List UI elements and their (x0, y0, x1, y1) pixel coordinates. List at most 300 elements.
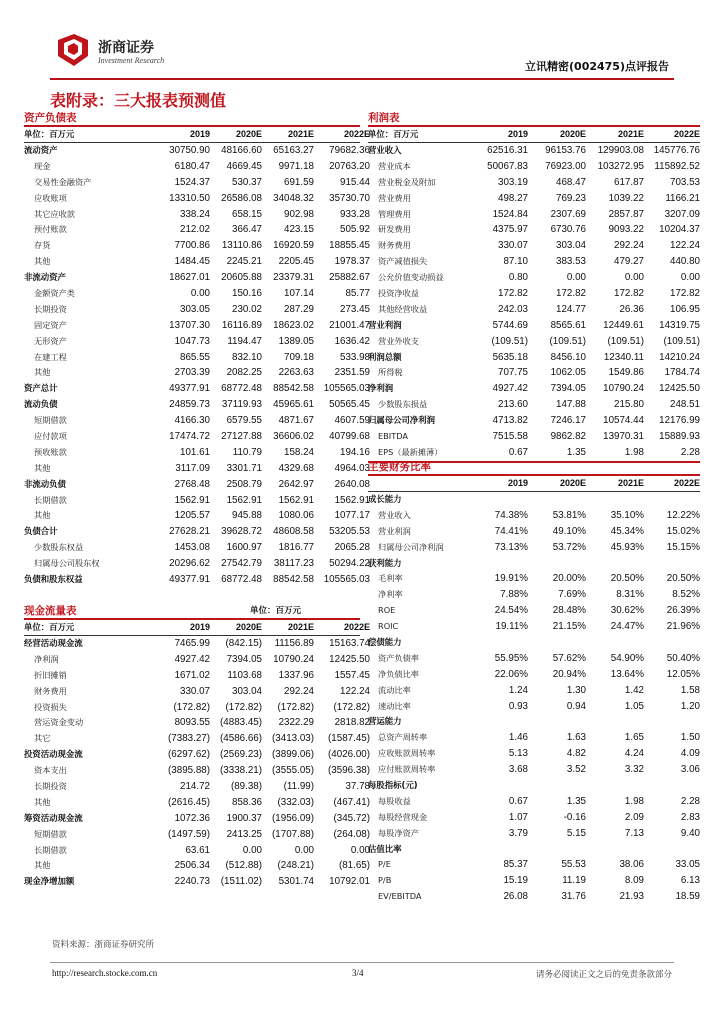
ratios-cell: 0.94 (566, 700, 586, 712)
balance-cell: 505.92 (340, 224, 370, 236)
ratios-row-label: 毛利率 (378, 573, 403, 584)
balance-cell: 1636.42 (334, 335, 370, 347)
ratios-row (368, 619, 700, 635)
ratios-cell: 15.02% (666, 525, 700, 537)
balance-row (24, 191, 370, 207)
ratios-row-label: 每股指标(元) (368, 780, 418, 791)
ratios-row (368, 524, 700, 540)
balance-cell: 23379.31 (273, 272, 314, 284)
balance-row-label: 交易性金融资产 (34, 176, 92, 187)
page-title: 表附录：三大报表预测值 (50, 91, 227, 110)
income-cell: 115892.52 (654, 160, 700, 172)
balance-cell: 4166.30 (174, 415, 210, 427)
cashflow-row (24, 747, 370, 763)
source-note: 资料来源：浙商证券研究所 (52, 940, 155, 950)
income-cell: 2.28 (680, 446, 700, 458)
balance-cell: 18855.45 (329, 240, 370, 252)
cashflow-cell: (172.82) (225, 701, 262, 713)
income-row-label: EPS（最新摊薄） (378, 446, 443, 457)
income-cell: 9862.82 (550, 431, 586, 443)
footer-url[interactable]: http://research.stocke.com.cn (52, 968, 158, 978)
cashflow-row (24, 843, 370, 859)
income-cell: 15889.93 (659, 431, 700, 443)
income-row (368, 143, 700, 159)
ratios-cell: 4.09 (680, 748, 700, 760)
ratios-cell (586, 714, 644, 730)
cashflow-cell: 1557.45 (334, 669, 370, 681)
income-cell: 13970.31 (603, 431, 644, 443)
income-cell: 1.35 (566, 446, 586, 458)
income-cell: 1062.05 (550, 367, 586, 379)
ratios-cell: 7.88% (500, 589, 528, 601)
ratios-row (368, 651, 700, 667)
ratios-row-label: 每股经营现金 (378, 811, 428, 822)
balance-col-header: 2022E (343, 129, 370, 139)
ratios-row-label: ROIC (378, 621, 399, 632)
cashflow-cell: (467.41) (333, 796, 370, 808)
income-row-label: 营业利润 (368, 319, 402, 330)
ratios-cell: 7.13 (624, 827, 644, 839)
ratios-cell (586, 842, 644, 858)
cashflow-cell: 37.78 (345, 781, 370, 793)
balance-row (24, 334, 370, 350)
cashflow-cell: 7465.99 (174, 638, 210, 649)
balance-row (24, 302, 370, 318)
ratios-cell: 1.24 (508, 684, 528, 696)
balance-cell: 1077.17 (334, 510, 370, 522)
balance-cell: 1484.45 (174, 256, 210, 268)
cashflow-cell: 10792.01 (329, 876, 370, 888)
page-number: 3/4 (352, 968, 364, 978)
balance-cell: 2768.48 (174, 478, 210, 490)
income-cell: 4927.42 (492, 383, 528, 395)
balance-cell: 4871.67 (278, 415, 314, 427)
balance-cell: 4607.59 (334, 415, 370, 427)
income-cell: (109.51) (491, 335, 528, 347)
balance-cell: 1562.91 (174, 494, 210, 506)
ratios-row-label: ROE (378, 605, 396, 616)
ratios-cell: 55.53 (561, 859, 586, 871)
ratios-row-label: 获利能力 (368, 557, 402, 568)
balance-cell: 2082.25 (226, 367, 262, 379)
ratios-cell: -0.16 (563, 811, 586, 823)
ratios-cell: 74.41% (494, 525, 528, 537)
income-cell: 129903.08 (597, 145, 644, 156)
ratios-row (368, 556, 700, 572)
ratios-row-label: 每股净资产 (378, 827, 419, 838)
ratios-cell (528, 842, 586, 858)
income-row (368, 381, 700, 397)
cashflow-row (24, 636, 370, 652)
income-cell: 10574.44 (603, 415, 644, 427)
balance-row (24, 524, 370, 540)
balance-cell: 105565.03 (323, 383, 370, 395)
balance-row-label: 预付账款 (34, 224, 67, 235)
cashflow-row (24, 668, 370, 684)
ratios-cell: 20.50% (610, 573, 644, 585)
income-cell: 0.00 (624, 272, 644, 284)
cashflow-cell: 1103.68 (227, 669, 262, 681)
balance-cell: 101.61 (180, 446, 210, 458)
cashflow-cell: 2240.73 (174, 876, 210, 888)
ratios-row (368, 635, 700, 651)
balance-cell: 49377.91 (169, 574, 210, 586)
cashflow-cell: (3899.06) (272, 749, 314, 761)
income-cell: 0.00 (566, 272, 586, 284)
balance-cell: 50565.45 (329, 399, 370, 411)
income-cell: 12340.11 (603, 351, 644, 363)
ratios-cell: 2.09 (624, 811, 644, 823)
ratios-cell: 0.67 (508, 795, 528, 807)
balance-row-label: 长期借款 (34, 494, 67, 505)
income-cell: 87.10 (503, 256, 528, 268)
balance-cell: 2263.63 (278, 367, 314, 379)
income-row (368, 413, 700, 429)
cashflow-row-label: 财务费用 (34, 685, 67, 696)
ratios-row (368, 699, 700, 715)
balance-cell: 4964.03 (334, 462, 370, 474)
income-cell: 468.47 (556, 176, 586, 188)
balance-row (24, 397, 370, 413)
balance-cell: 1562.91 (226, 494, 262, 506)
income-cell: 8565.61 (550, 319, 586, 331)
ratios-cell: 4.82 (566, 748, 586, 760)
cashflow-row (24, 795, 370, 811)
balance-row (24, 270, 370, 286)
ratios-header-row (368, 476, 700, 492)
balance-cell: 6579.55 (226, 415, 262, 427)
income-cell: 12449.61 (603, 319, 644, 331)
income-row (368, 365, 700, 381)
company-logo (54, 34, 92, 68)
cashflow-cell: 2322.29 (278, 717, 314, 729)
balance-cell: 26586.08 (221, 192, 262, 204)
balance-cell: 7700.86 (174, 240, 210, 252)
cashflow-row-label: 短期借款 (34, 828, 67, 839)
cashflow-cell: (842.15) (225, 638, 262, 649)
cashflow-cell: 2413.25 (226, 828, 262, 840)
balance-row (24, 381, 370, 397)
cashflow-row-label: 经营活动现金流 (24, 638, 83, 648)
balance-cell: 533.98 (340, 351, 370, 363)
ratios-cell: 45.93% (610, 541, 644, 553)
cashflow-row-label: 折旧摊销 (34, 669, 67, 680)
ratios-cell (644, 842, 700, 858)
cashflow-col-header: 2020E (235, 622, 262, 632)
ratios-row (368, 794, 700, 810)
ratios-row-label: 速动比率 (378, 700, 411, 711)
income-row-label: 少数股东损益 (378, 399, 428, 410)
balance-cell: 45965.61 (273, 399, 314, 411)
ratios-cell (644, 714, 700, 730)
ratios-cell: 1.50 (680, 732, 700, 744)
income-col-header: 2022E (673, 129, 700, 139)
cashflow-row-label: 长期借款 (34, 844, 67, 855)
ratios-cell: 53.81% (552, 509, 586, 521)
balance-cell: 13707.30 (169, 319, 210, 331)
ratios-row-label: 流动比率 (378, 684, 411, 695)
balance-row-label: 在建工程 (34, 351, 67, 362)
cashflow-row-label: 营运资金变动 (34, 717, 84, 728)
income-cell: 14210.24 (659, 351, 700, 363)
income-cell: 62516.31 (487, 145, 528, 156)
ratios-cell: 1.58 (680, 684, 700, 696)
cashflow-cell: (172.82) (333, 701, 370, 713)
cashflow-cell: (3338.21) (220, 765, 262, 777)
income-row (368, 222, 700, 238)
cashflow-cell: 8093.55 (174, 717, 210, 729)
income-cell: 479.27 (614, 256, 644, 268)
ratios-cell (644, 556, 700, 572)
ratios-row (368, 540, 700, 556)
cashflow-cell: (1707.88) (272, 828, 314, 840)
balance-row-label: 非流动资产 (24, 272, 66, 283)
balance-cell: 1194.47 (227, 335, 262, 347)
cashflow-row (24, 715, 370, 731)
income-cell: 383.53 (556, 256, 586, 268)
income-cell: 172.82 (556, 288, 586, 300)
income-title: 利润表 (368, 111, 700, 127)
income-cell: 7394.05 (550, 383, 586, 395)
ratios-cell (644, 492, 700, 508)
cashflow-cell: 0.00 (294, 844, 314, 856)
balance-row (24, 222, 370, 238)
ratios-cell: 38.06 (619, 859, 644, 871)
report-title: 立讯精密(002475)点评报告 (525, 60, 669, 73)
income-cell: 12425.50 (659, 383, 700, 395)
cashflow-cell: (7383.27) (168, 733, 210, 745)
balance-row-label: 其他 (34, 462, 51, 473)
income-cell: 145776.76 (653, 145, 700, 156)
income-row (368, 238, 700, 254)
balance-cell: 150.16 (232, 288, 262, 300)
income-cell: (109.51) (549, 335, 586, 347)
balance-cell: 2245.21 (226, 256, 262, 268)
ratios-cell (644, 635, 700, 651)
income-statement-table (368, 111, 700, 463)
income-cell: 1524.84 (492, 208, 528, 220)
income-cell: 330.07 (498, 240, 528, 252)
ratios-cell: 74.38% (494, 509, 528, 521)
ratios-row (368, 603, 700, 619)
balance-cell: 3117.09 (175, 462, 210, 474)
balance-cell: 49377.91 (169, 383, 210, 395)
income-row (368, 350, 700, 366)
ratios-cell: 1.65 (624, 732, 644, 744)
cashflow-row-label: 长期投资 (34, 781, 67, 792)
cashflow-unit-mid: 单位：百万元 (250, 606, 302, 616)
balance-cell: 2508.79 (226, 478, 262, 490)
ratios-cell: 3.06 (680, 764, 700, 776)
ratios-cell: 1.63 (566, 732, 586, 744)
income-row-label: 净利润 (368, 383, 394, 394)
balance-row-label: 资产总计 (24, 383, 58, 394)
ratios-row (368, 873, 700, 889)
cashflow-row (24, 874, 370, 890)
cashflow-row (24, 779, 370, 795)
balance-cell: 832.10 (232, 351, 262, 363)
ratios-row (368, 857, 700, 873)
cashflow-cell: 15163.74 (329, 638, 370, 649)
ratios-row-label: 应付账款周转率 (378, 764, 436, 775)
cashflow-cell: 4927.42 (174, 653, 210, 665)
income-row (368, 429, 700, 445)
balance-row (24, 286, 370, 302)
balance-cell: 2205.45 (278, 256, 314, 268)
cashflow-cell: 2506.34 (174, 860, 210, 872)
income-cell: 5635.18 (492, 351, 528, 363)
balance-cell: 13110.86 (221, 240, 262, 252)
ratios-cell (528, 635, 586, 651)
balance-cell: 865.55 (180, 351, 210, 363)
income-cell: 0.80 (508, 272, 528, 284)
income-cell: 292.24 (614, 240, 644, 252)
cashflow-cell: 10790.24 (273, 653, 314, 665)
cashflow-row-label: 现金净增加额 (24, 876, 75, 887)
income-header-row (368, 127, 700, 143)
balance-cell: 2703.39 (174, 367, 210, 379)
ratios-cell: 0.93 (508, 700, 528, 712)
balance-row-label: 流动资产 (24, 145, 58, 155)
income-row (368, 191, 700, 207)
balance-cell: 273.45 (340, 303, 370, 315)
cashflow-cell: (1511.02) (220, 876, 262, 888)
balance-row (24, 508, 370, 524)
cashflow-header-row (24, 620, 370, 636)
income-row (368, 175, 700, 191)
income-cell: 8456.10 (550, 351, 586, 363)
balance-cell: 709.18 (284, 351, 314, 363)
ratios-cell: 3.32 (624, 764, 644, 776)
cashflow-cell: (264.08) (333, 828, 370, 840)
ratios-cell (470, 714, 528, 730)
cashflow-cell: (2569.23) (220, 749, 262, 761)
ratios-row (368, 667, 700, 683)
cashflow-cell: 7394.05 (226, 653, 262, 665)
ratios-cell (470, 492, 528, 508)
balance-row (24, 318, 370, 334)
income-row (368, 302, 700, 318)
balance-cell: 303.05 (180, 303, 210, 315)
ratios-cell: 49.10% (552, 525, 586, 537)
income-row-label: 归属母公司净利润 (368, 415, 435, 426)
ratios-row (368, 571, 700, 587)
balance-cell: 25882.67 (329, 272, 370, 284)
cashflow-cell: (1497.59) (168, 828, 210, 840)
balance-row-label: 其他 (34, 256, 51, 267)
balance-row-label: 金额资产类 (34, 288, 75, 299)
ratios-cell (528, 714, 586, 730)
ratios-cell: 54.90% (610, 652, 644, 664)
income-row-label: 营业成本 (378, 160, 411, 171)
ratios-table (368, 460, 700, 905)
income-row (368, 286, 700, 302)
ratios-row (368, 746, 700, 762)
balance-cell: 110.79 (232, 446, 262, 458)
ratios-cell: 1.05 (624, 700, 644, 712)
balance-cell: 79682.36 (329, 145, 370, 156)
cashflow-row (24, 763, 370, 779)
income-row (368, 397, 700, 413)
cashflow-cell: 5301.74 (278, 876, 314, 888)
ratios-cell: 24.47% (610, 621, 644, 633)
ratios-row-label: P/E (378, 859, 391, 870)
balance-cell: 1047.73 (174, 335, 210, 347)
cashflow-cell: (4883.45) (220, 717, 262, 729)
income-row-label: 营业费用 (378, 192, 411, 203)
balance-cell: 691.59 (284, 176, 314, 188)
ratios-row-label: 营运能力 (368, 716, 402, 727)
balance-cell: 27542.79 (221, 558, 262, 570)
cashflow-cell: 1900.37 (226, 812, 262, 824)
income-cell: 7246.17 (550, 415, 586, 427)
balance-cell: 1389.05 (278, 335, 314, 347)
ratios-cell: 22.06% (494, 668, 528, 680)
ratios-cell: 20.50% (666, 573, 700, 585)
balance-cell: 658.15 (232, 208, 262, 220)
balance-cell: 13310.50 (169, 192, 210, 204)
ratios-row (368, 683, 700, 699)
income-cell: 172.82 (614, 288, 644, 300)
balance-cell: 0.00 (190, 288, 210, 300)
balance-cell: 21001.47 (329, 319, 370, 331)
cashflow-cell: (11.99) (283, 781, 314, 793)
cashflow-row (24, 684, 370, 700)
balance-row (24, 159, 370, 175)
ratios-row (368, 810, 700, 826)
income-cell: 769.23 (556, 192, 586, 204)
cashflow-cell: 1337.96 (278, 669, 314, 681)
balance-cell: 1978.37 (334, 256, 370, 268)
ratios-cell: 3.79 (508, 827, 528, 839)
income-cell: 0.00 (680, 272, 700, 284)
ratios-row-label: P/B (378, 875, 392, 886)
balance-cell: 107.14 (284, 288, 314, 300)
cashflow-cell: (332.03) (277, 796, 314, 808)
cashflow-row-label: 投资活动现金流 (24, 749, 83, 760)
balance-row-label: 负债合计 (24, 526, 58, 537)
cashflow-row (24, 858, 370, 874)
ratios-row (368, 730, 700, 746)
ratios-cell (470, 842, 528, 858)
balance-cell: 9971.18 (278, 160, 314, 172)
income-row-label: 公允价值变动损益 (378, 272, 444, 283)
balance-unit-label: 单位：百万元 (24, 129, 75, 139)
ratios-cell: 57.62% (552, 652, 586, 664)
cashflow-row (24, 652, 370, 668)
balance-row-label: 短期借款 (34, 415, 67, 426)
cashflow-cell: (512.88) (225, 860, 262, 872)
cashflow-cell: 63.61 (185, 844, 210, 856)
balance-row-label: 无形资产 (34, 335, 67, 346)
income-row-label: 投资净收益 (378, 288, 419, 299)
cashflow-cell: (4586.66) (220, 733, 262, 745)
balance-col-header: 2019 (189, 129, 210, 139)
balance-cell: 1600.97 (226, 542, 262, 554)
ratios-cell: 73.13% (494, 541, 528, 553)
cashflow-row (24, 700, 370, 716)
balance-cell: 194.16 (340, 446, 370, 458)
cashflow-col-header: 2019 (189, 622, 210, 632)
cashflow-cell: (1587.45) (328, 733, 370, 745)
balance-cell: 39628.72 (221, 526, 262, 538)
ratios-cell: 21.96% (666, 621, 700, 633)
balance-cell: 20296.62 (169, 558, 210, 570)
balance-row-label: 负债和股东权益 (24, 574, 83, 585)
cashflow-cell: 858.36 (232, 796, 262, 808)
cashflow-cell: (6297.62) (168, 749, 210, 761)
company-name-en: Investment Research (98, 56, 165, 65)
